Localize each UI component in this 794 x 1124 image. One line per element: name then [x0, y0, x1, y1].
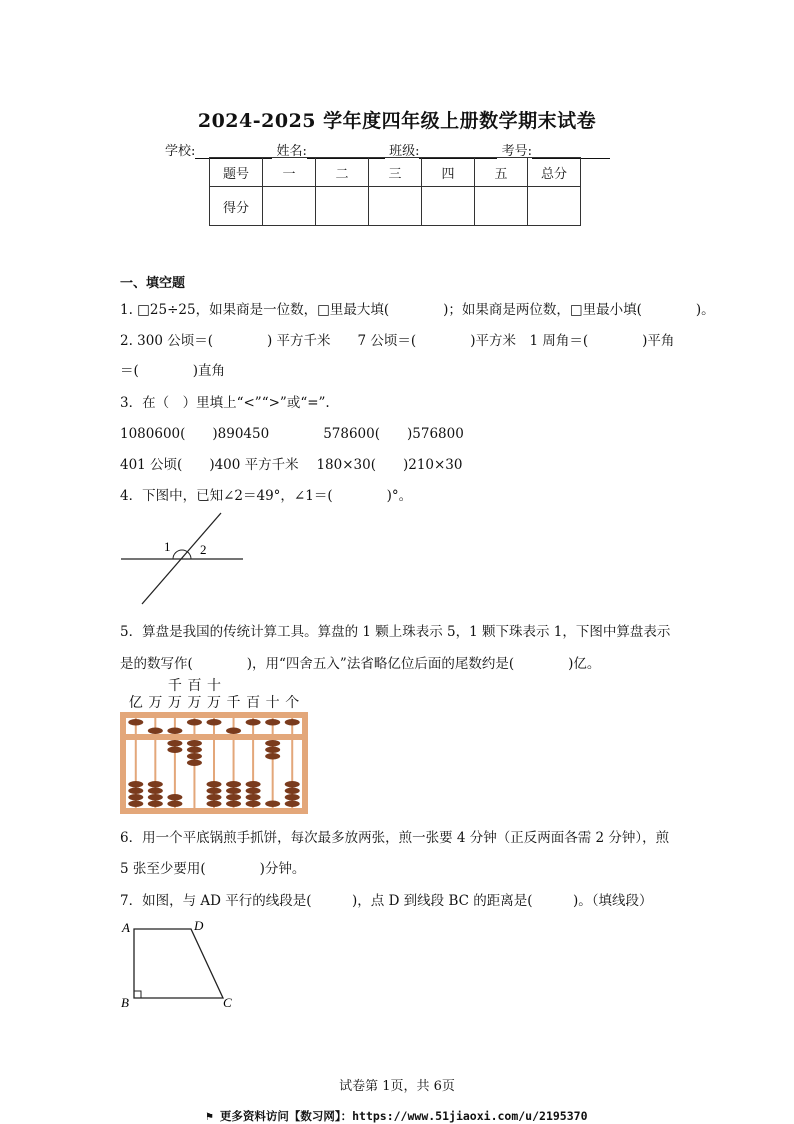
score-table	[209, 157, 581, 226]
right-angle-mark	[134, 991, 141, 998]
place-label: 亿	[128, 695, 143, 711]
school-label: 学校:	[165, 144, 196, 159]
abacus-bead	[187, 719, 202, 726]
question-4: 4．下图中，已知∠2＝49°，∠1＝( )°。	[120, 488, 413, 504]
place-label: 十	[265, 695, 280, 711]
question-6: 6．用一个平底锅煎手抓饼，每次最多放两张，煎一张要 4 分钟（正反两面各需 2 分钟），煎	[120, 830, 670, 846]
place-label: 万	[148, 695, 163, 711]
class-label: 班级:	[389, 144, 420, 159]
question-1: 1. □25÷25，如果商是一位数，□里最大填( )；如果商是两位数，□里最小填( )。	[120, 302, 715, 318]
abacus-bead	[128, 788, 143, 795]
abacus-beam	[120, 734, 308, 740]
abacus-bead	[265, 719, 280, 726]
place-label: 个	[285, 695, 300, 711]
vertex-label-b: B	[121, 995, 129, 1010]
abacus-bead	[207, 719, 222, 726]
abacus-bead	[148, 794, 163, 801]
abacus-bead	[148, 781, 163, 788]
vertex-label-a: A	[122, 920, 130, 935]
abacus-bead	[148, 728, 163, 735]
question-2-cont: ＝( )直角	[120, 363, 226, 379]
place-label: 百	[246, 695, 261, 711]
score-cell[interactable]	[422, 187, 475, 226]
abacus-bead	[265, 753, 280, 760]
abacus-bead	[246, 719, 261, 726]
abacus-bead	[167, 728, 182, 735]
header-cell: 五	[475, 158, 528, 187]
abacus-bead	[128, 801, 143, 808]
abacus-bead	[265, 747, 280, 754]
header-cell: 二	[316, 158, 369, 187]
section-heading: 一、填空题	[120, 276, 186, 291]
abacus-bead	[226, 781, 241, 788]
abacus-bead	[265, 801, 280, 808]
abacus-bead	[285, 781, 300, 788]
place-label: 万	[187, 695, 202, 711]
score-cell[interactable]	[316, 187, 369, 226]
abacus-bead	[207, 781, 222, 788]
abacus-bead	[187, 760, 202, 767]
abacus-bead	[246, 801, 261, 808]
abacus-bead	[167, 740, 182, 747]
abacus-bead	[246, 781, 261, 788]
exam-no-label: 考号:	[501, 144, 532, 159]
abacus-bead	[207, 801, 222, 808]
top-place-label: 十	[207, 678, 221, 694]
abacus-bead	[226, 801, 241, 808]
header-cell: 总分	[528, 158, 581, 187]
question-5-cont: 是的数写作( )，用“四舍五入”法省略亿位后面的尾数约是( )亿。	[120, 656, 601, 672]
top-place-label: 百	[187, 678, 202, 694]
question-3: 3．在（ ）里填上“<”“>”或“=”.	[120, 395, 330, 411]
abacus-bead	[167, 747, 182, 754]
abacus-bead	[285, 801, 300, 808]
abacus-bead	[285, 719, 300, 726]
abacus-bead	[285, 794, 300, 801]
abacus-bead	[226, 794, 241, 801]
score-row-label: 得分	[210, 187, 263, 226]
abacus-bead	[285, 788, 300, 795]
abacus-bead	[187, 740, 202, 747]
abacus-figure	[118, 674, 313, 816]
abacus-bead	[148, 801, 163, 808]
question-3-row-b: 401 公顷( )400 平方千米 180×30( )210×30	[120, 457, 463, 473]
abacus-bead	[148, 788, 163, 795]
question-3-row-a: 1080600( )890450 578600( )576800	[120, 426, 464, 442]
abacus-bead	[167, 801, 182, 808]
header-cell: 一	[263, 158, 316, 187]
angle-figure	[115, 508, 250, 608]
angle-label-2: 2	[200, 542, 207, 557]
header-cell: 三	[369, 158, 422, 187]
abacus-bead	[226, 728, 241, 735]
question-2: 2. 300 公顷＝( ) 平方千米 7 公顷＝( )平方米 1 周角＝( )平角	[120, 333, 675, 349]
angle-label-1: 1	[164, 539, 171, 554]
abacus-bead	[167, 794, 182, 801]
abacus-bead	[207, 794, 222, 801]
abacus-bead	[246, 788, 261, 795]
question-5: 5．算盘是我国的传统计算工具。算盘的 1 颗上珠表示 5，1 颗下珠表示 1，下图中算盘表示	[120, 624, 671, 640]
abacus-bead	[265, 740, 280, 747]
place-label: 万	[167, 695, 182, 711]
page-title: 2024-2025 学年度四年级上册数学期末试卷	[197, 110, 597, 132]
resource-link[interactable]: ⚑ 更多资料访问【数习网】：https://www.51jiaoxi.com/u/2195370	[206, 1109, 588, 1123]
trapezoid-figure	[115, 915, 245, 1010]
abacus-bead	[187, 753, 202, 760]
score-cell[interactable]	[528, 187, 581, 226]
abacus-bead	[128, 781, 143, 788]
abacus-bead	[207, 788, 222, 795]
question-7: 7．如图，与 AD 平行的线段是( )，点 D 到线段 BC 的距离是( )。（填线段）	[120, 893, 653, 909]
place-label: 千	[226, 695, 241, 711]
abacus-bead	[128, 719, 143, 726]
place-label: 万	[207, 695, 221, 711]
vertex-label-d: D	[194, 918, 204, 933]
name-label: 姓名:	[276, 144, 307, 159]
vertex-label-c: C	[223, 995, 232, 1010]
header-cell: 题号	[210, 158, 263, 187]
score-cell[interactable]	[475, 187, 528, 226]
question-6-cont: 5 张至少要用( )分钟。	[120, 861, 306, 877]
header-cell: 四	[422, 158, 475, 187]
abacus-bead	[246, 794, 261, 801]
abacus-bead	[187, 747, 202, 754]
abacus-bead	[226, 788, 241, 795]
page-footer: 试卷第 1页，共 6页	[339, 1079, 455, 1094]
trapezoid-shape	[134, 929, 223, 998]
score-cell[interactable]	[263, 187, 316, 226]
score-cell[interactable]	[369, 187, 422, 226]
top-place-label: 千	[167, 678, 182, 694]
abacus-bead	[128, 794, 143, 801]
